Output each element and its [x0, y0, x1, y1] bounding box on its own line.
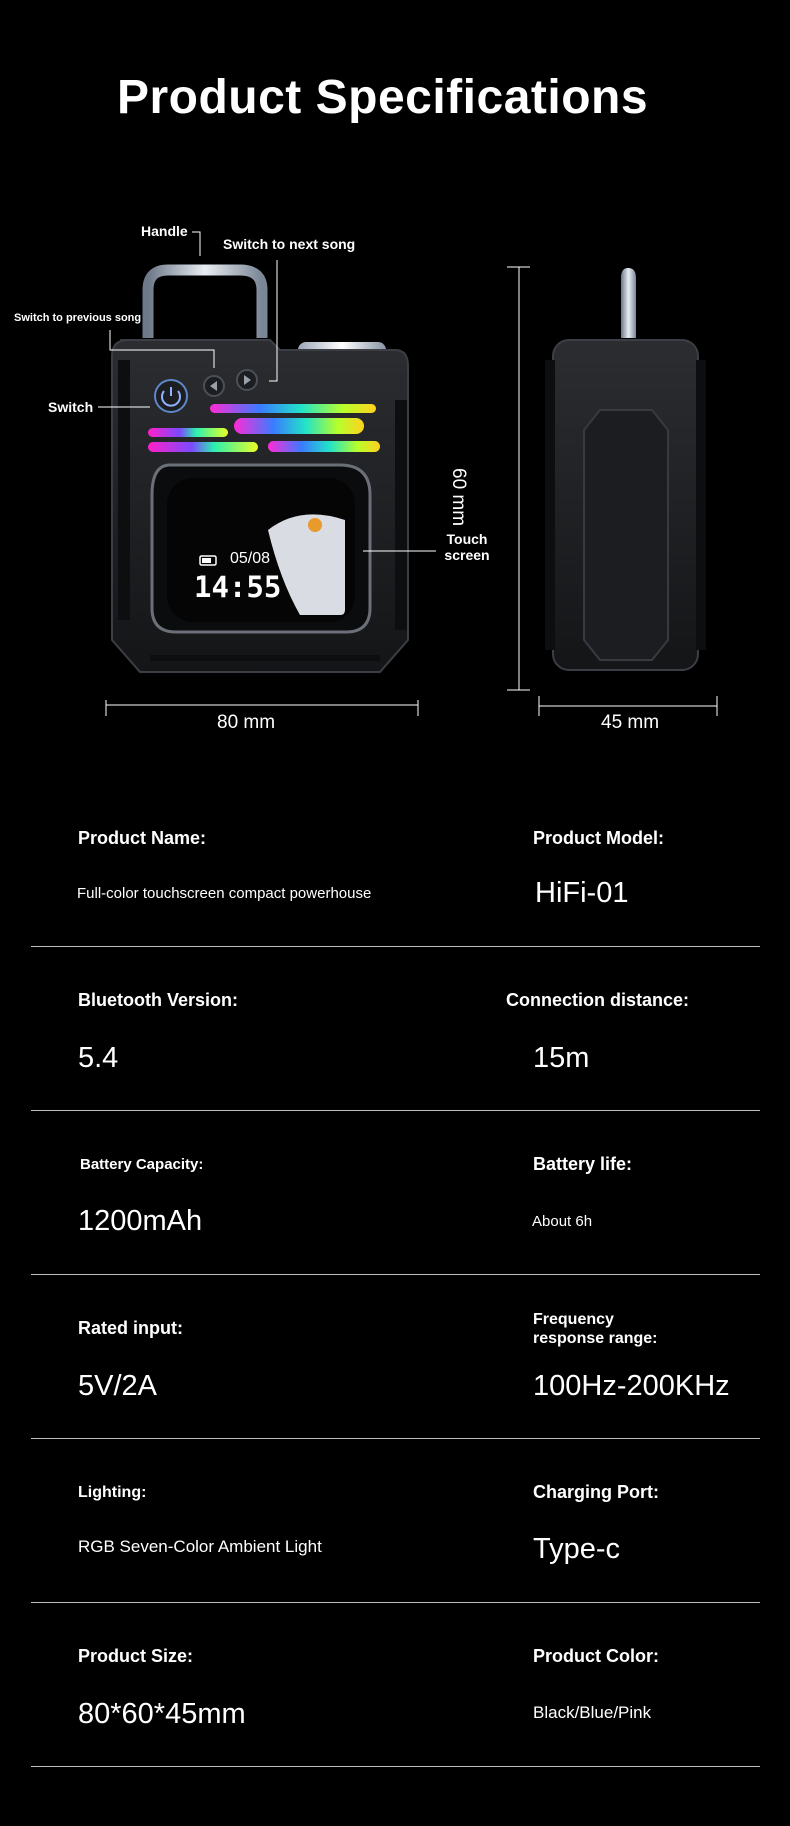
height-dimension-line [507, 267, 530, 690]
height-dimension-label: 60 mm [448, 468, 469, 527]
spec-divider [31, 1438, 760, 1439]
rated-input-label: Rated input: [78, 1318, 183, 1338]
switch-callout: Switch [48, 399, 94, 415]
bluetooth-version-value: 5.4 [78, 1042, 119, 1074]
lighting-value: RGB Seven-Color Ambient Light [78, 1537, 322, 1556]
product-model-label: Product Model: [533, 828, 664, 848]
speaker-front-view [112, 270, 408, 672]
connection-distance-label: Connection distance: [506, 990, 690, 1010]
battery-life-label: Battery life: [533, 1154, 633, 1174]
spec-divider [31, 1274, 760, 1275]
battery-capacity-label: Battery Capacity: [80, 1156, 204, 1173]
frequency-response-label-line1: Frequency [533, 1311, 614, 1328]
screen-date: 05/08 [230, 550, 271, 567]
lighting-label: Lighting: [78, 1484, 147, 1501]
width-dimension-label: 80 mm [217, 712, 276, 733]
spec-divider [31, 1602, 760, 1603]
spec-divider [31, 1766, 760, 1767]
connection-distance-value: 15m [533, 1042, 590, 1074]
product-model-value: HiFi-01 [535, 877, 629, 909]
battery-life-value: About 6h [532, 1213, 593, 1230]
rated-input-value: 5V/2A [78, 1370, 157, 1402]
previous-song-callout: Switch to previous song [14, 312, 142, 324]
frequency-response-label [533, 1310, 657, 1348]
battery-capacity-value: 1200mAh [78, 1205, 203, 1237]
spec-divider [31, 1110, 760, 1111]
handle-callout: Handle [141, 223, 188, 239]
touch-screen-callout-line2: screen [444, 547, 490, 563]
charging-port-value: Type-c [533, 1533, 621, 1565]
handle-callout-line [192, 232, 200, 256]
product-size-label: Product Size: [78, 1646, 194, 1666]
product-illustration [0, 0, 790, 760]
bluetooth-version-label: Bluetooth Version: [78, 990, 239, 1010]
product-color-label: Product Color: [533, 1646, 659, 1666]
frequency-response-value: 100Hz-200KHz [533, 1370, 730, 1402]
product-name-value: Full-color touchscreen compact powerhouse [77, 885, 372, 902]
page-title: Product Specifications [116, 71, 649, 124]
product-color-value: Black/Blue/Pink [533, 1703, 652, 1722]
screen-time: 14:55 [194, 570, 282, 604]
next-song-callout: Switch to next song [223, 236, 356, 252]
charging-port-label: Charging Port: [533, 1482, 659, 1502]
speaker-side-view [545, 268, 706, 670]
product-size-value: 80*60*45mm [78, 1698, 246, 1730]
touch-screen-callout-line1: Touch [446, 531, 488, 547]
product-name-label: Product Name: [78, 828, 207, 848]
touch-screen-callout [432, 531, 502, 563]
spec-divider [31, 946, 760, 947]
depth-dimension-label: 45 mm [601, 712, 660, 733]
frequency-response-label-line2: response range: [533, 1330, 658, 1347]
